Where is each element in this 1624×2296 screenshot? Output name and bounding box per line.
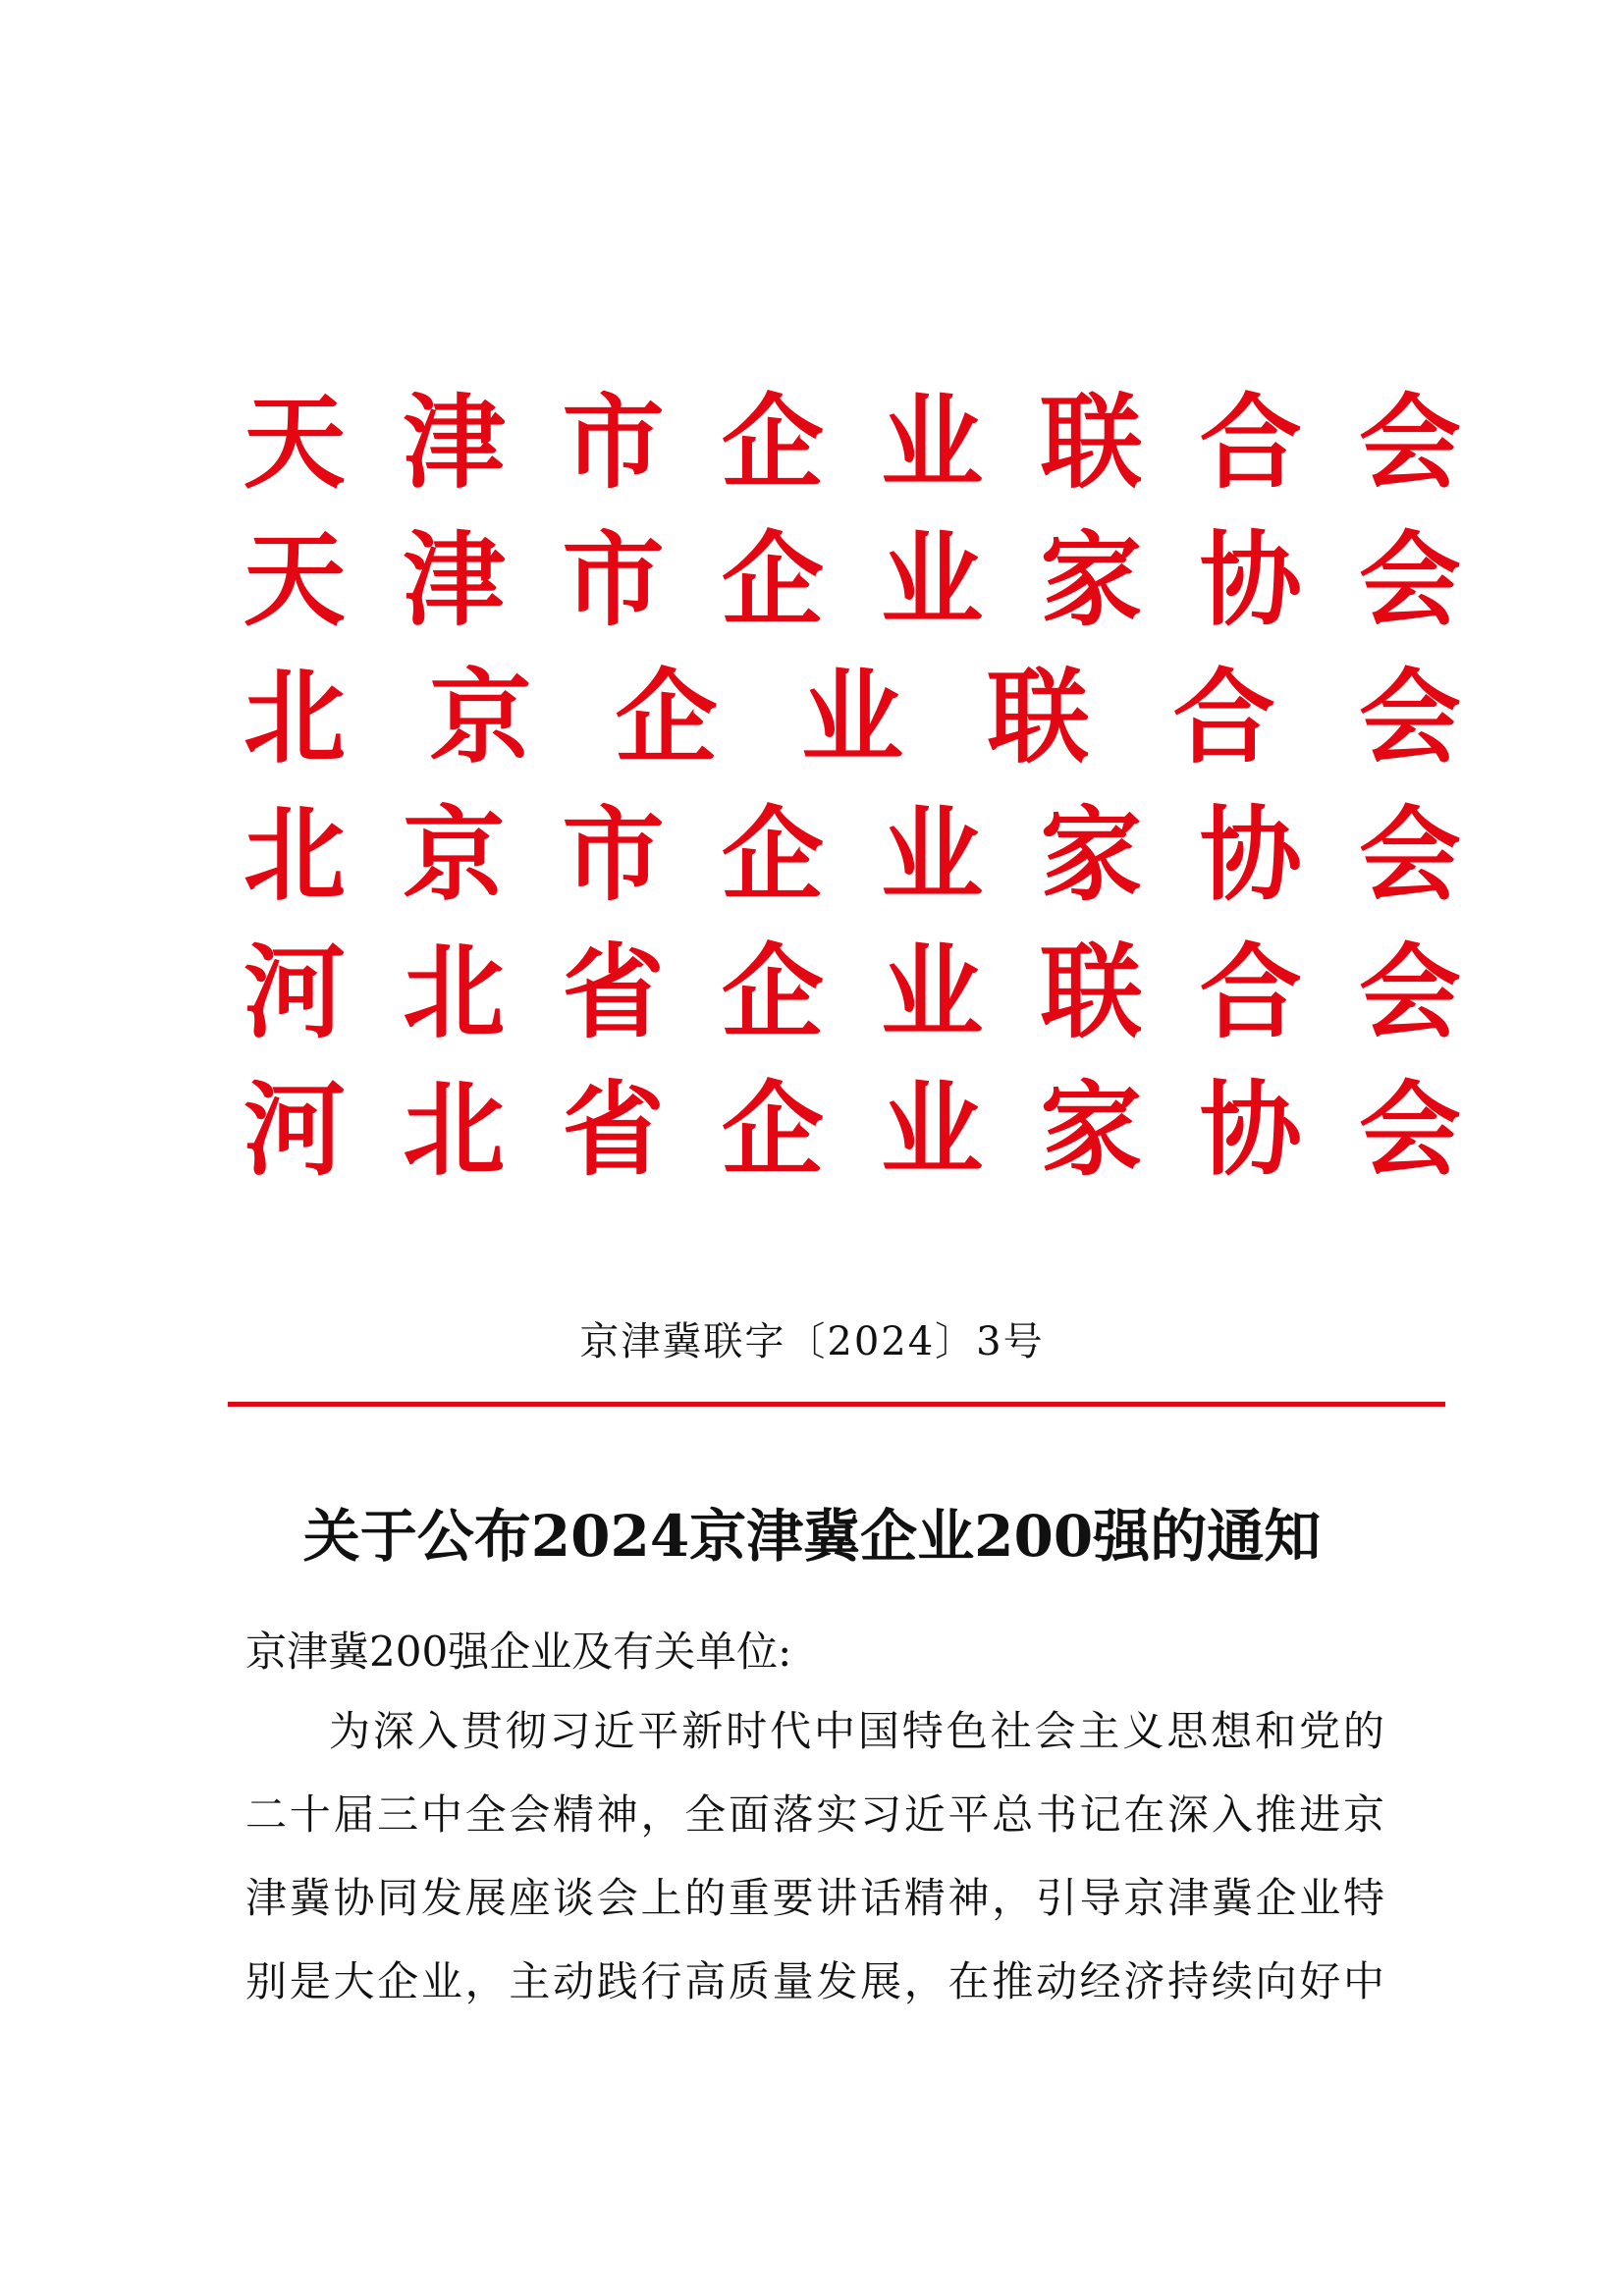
org-name-char: 业 xyxy=(800,657,903,777)
org-name-char: 企 xyxy=(615,657,718,777)
org-name-char: 家 xyxy=(1040,1069,1143,1190)
org-name-char: 北 xyxy=(403,932,506,1052)
body-char: 中 xyxy=(420,1790,462,1839)
body-char: 动 xyxy=(1035,1957,1077,2005)
body-char: 想 xyxy=(1211,1707,1253,1755)
body-char: 讲 xyxy=(816,1874,858,1922)
org-name-char: 企 xyxy=(721,932,824,1052)
org-name-char: 市 xyxy=(562,519,665,640)
org-name-char: 会 xyxy=(1358,1069,1461,1190)
body-char: 业 xyxy=(420,1957,462,2005)
body-char: 深 xyxy=(372,1707,414,1755)
body-char: 为 xyxy=(329,1707,371,1755)
org-name-char: 联 xyxy=(1040,932,1143,1052)
body-char: 发 xyxy=(816,1957,858,2005)
body-char: 精 xyxy=(903,1874,946,1922)
org-name-char: 企 xyxy=(721,382,824,503)
org-name-line xyxy=(244,1069,1461,1190)
body-char: 中 xyxy=(813,1707,855,1755)
org-name-char: 会 xyxy=(1358,519,1461,640)
body-char: 面 xyxy=(728,1790,770,1839)
org-name-char: 联 xyxy=(1040,382,1143,503)
body-char: 企 xyxy=(1255,1874,1297,1922)
org-name-char: 天 xyxy=(244,382,347,503)
body-char: 的 xyxy=(1342,1707,1384,1755)
body-char: ， xyxy=(464,1957,507,2005)
body-char: 重 xyxy=(728,1874,770,1922)
body-char: 国 xyxy=(857,1707,899,1755)
org-name-line xyxy=(244,934,1461,1050)
body-char: 企 xyxy=(377,1957,419,2005)
body-char: 谈 xyxy=(553,1874,595,1922)
body-char: 三 xyxy=(377,1790,419,1839)
body-char: 是 xyxy=(289,1957,331,2005)
org-name-line xyxy=(244,657,1461,777)
org-name-char: 联 xyxy=(987,657,1090,777)
org-name-char: 合 xyxy=(1199,932,1302,1052)
body-char: 代 xyxy=(770,1707,812,1755)
org-name-char: 天 xyxy=(244,519,347,640)
org-name-char: 会 xyxy=(1358,932,1461,1052)
org-name-char: 会 xyxy=(1358,382,1461,503)
document-number: 京津冀联字〔2024〕3号 xyxy=(579,1319,1045,1364)
body-char: 义 xyxy=(1122,1707,1164,1755)
body-char: 近 xyxy=(593,1707,635,1755)
body-char: 同 xyxy=(377,1874,419,1922)
org-name-char: 协 xyxy=(1199,519,1302,640)
body-line xyxy=(245,1949,1384,2009)
body-char: 平 xyxy=(637,1707,679,1755)
body-char: 新 xyxy=(681,1707,724,1755)
body-char: 深 xyxy=(1167,1790,1210,1839)
org-name-char: 北 xyxy=(403,1069,506,1190)
org-name-char: 津 xyxy=(403,382,506,503)
body-char: 进 xyxy=(1299,1790,1341,1839)
body-char: ， xyxy=(640,1790,682,1839)
body-char: 实 xyxy=(816,1790,858,1839)
body-char: 二 xyxy=(245,1790,288,1839)
org-name-char: 协 xyxy=(1199,794,1302,915)
org-name-char: 业 xyxy=(881,519,984,640)
body-char: 入 xyxy=(416,1707,459,1755)
body-char: 社 xyxy=(990,1707,1032,1755)
body-char: 届 xyxy=(333,1790,375,1839)
body-char: 业 xyxy=(1299,1874,1341,1922)
body-char: 的 xyxy=(684,1874,727,1922)
body-char: 持 xyxy=(1167,1957,1210,2005)
org-name-char: 合 xyxy=(1172,657,1275,777)
body-char: ， xyxy=(903,1957,946,2005)
body-char: ， xyxy=(992,1874,1034,1922)
body-char: 引 xyxy=(1035,1874,1077,1922)
body-char: 十 xyxy=(289,1790,331,1839)
body-char: 特 xyxy=(901,1707,944,1755)
body-char: 展 xyxy=(464,1874,507,1922)
body-char: 会 xyxy=(1034,1707,1076,1755)
org-name-char: 协 xyxy=(1199,1069,1302,1190)
org-name-line xyxy=(244,794,1461,915)
body-char: 济 xyxy=(1123,1957,1165,2005)
body-char: 上 xyxy=(640,1874,682,1922)
body-char: 动 xyxy=(553,1957,595,2005)
org-name-char: 河 xyxy=(244,1069,347,1190)
body-char: 书 xyxy=(1035,1790,1077,1839)
body-char: 冀 xyxy=(1211,1874,1253,1922)
body-char: 质 xyxy=(728,1957,770,2005)
body-char: 会 xyxy=(509,1790,551,1839)
body-char: 全 xyxy=(684,1790,727,1839)
org-name-char: 业 xyxy=(881,382,984,503)
red-divider xyxy=(228,1402,1445,1407)
body-char: 总 xyxy=(992,1790,1034,1839)
org-name-char: 北 xyxy=(244,794,347,915)
org-name-char: 企 xyxy=(721,794,824,915)
body-char: 好 xyxy=(1299,1957,1341,2005)
body-char: 神 xyxy=(947,1874,990,1922)
org-name-char: 津 xyxy=(403,519,506,640)
body-char: 记 xyxy=(1079,1790,1121,1839)
org-name-char: 市 xyxy=(562,794,665,915)
document-title: 关于公布2024京津冀企业200强的通知 xyxy=(302,1503,1322,1570)
body-char: 精 xyxy=(553,1790,595,1839)
org-name-char: 家 xyxy=(1040,519,1143,640)
body-char: 京 xyxy=(1342,1790,1384,1839)
body-char: 座 xyxy=(509,1874,551,1922)
org-name-char: 合 xyxy=(1199,382,1302,503)
body-char: 特 xyxy=(1342,1874,1384,1922)
org-name-char: 京 xyxy=(429,657,532,777)
body-char: 要 xyxy=(772,1874,814,1922)
body-char: 推 xyxy=(992,1957,1034,2005)
body-char: 津 xyxy=(1167,1874,1210,1922)
org-name-char: 河 xyxy=(244,932,347,1052)
body-char: 和 xyxy=(1255,1707,1297,1755)
body-char: 续 xyxy=(1211,1957,1253,2005)
body-char: 近 xyxy=(903,1790,946,1839)
body-char: 彻 xyxy=(505,1707,547,1755)
body-char: 话 xyxy=(860,1874,902,1922)
body-char: 中 xyxy=(1342,1957,1384,2005)
body-char: 思 xyxy=(1166,1707,1209,1755)
body-line xyxy=(245,1865,1384,1926)
body-char: 别 xyxy=(245,1957,288,2005)
body-line xyxy=(245,1782,1384,1842)
org-name-char: 家 xyxy=(1040,794,1143,915)
body-char: 大 xyxy=(333,1957,375,2005)
body-char: 在 xyxy=(1123,1790,1165,1839)
body-char: 高 xyxy=(684,1957,727,2005)
body-char: 党 xyxy=(1298,1707,1340,1755)
org-name-char: 省 xyxy=(562,1069,665,1190)
body-char: 推 xyxy=(1255,1790,1297,1839)
body-char: 展 xyxy=(860,1957,902,2005)
org-name-line xyxy=(244,519,1461,640)
body-char: 平 xyxy=(947,1790,990,1839)
body-char: 主 xyxy=(1078,1707,1120,1755)
body-char: 贯 xyxy=(460,1707,503,1755)
org-name-char: 业 xyxy=(881,794,984,915)
org-name-char: 北 xyxy=(244,657,347,777)
body-char: 神 xyxy=(596,1790,638,1839)
body-char: 行 xyxy=(640,1957,682,2005)
org-name-line xyxy=(244,382,1461,503)
org-name-char: 企 xyxy=(721,1069,824,1190)
salutation: 京津冀200强企业及有关单位: xyxy=(245,1628,792,1676)
org-name-char: 会 xyxy=(1358,657,1461,777)
body-line xyxy=(329,1698,1384,1759)
body-char: 色 xyxy=(946,1707,988,1755)
body-char: 向 xyxy=(1255,1957,1297,2005)
body-char: 导 xyxy=(1079,1874,1121,1922)
body-char: 发 xyxy=(420,1874,462,1922)
org-name-char: 业 xyxy=(881,932,984,1052)
body-char: 习 xyxy=(860,1790,902,1839)
org-name-char: 业 xyxy=(881,1069,984,1190)
body-char: 全 xyxy=(464,1790,507,1839)
org-name-char: 京 xyxy=(403,794,506,915)
body-char: 主 xyxy=(509,1957,551,2005)
body-char: 入 xyxy=(1211,1790,1253,1839)
org-name-char: 省 xyxy=(562,932,665,1052)
org-name-char: 市 xyxy=(562,382,665,503)
body-char: 在 xyxy=(947,1957,990,2005)
body-char: 落 xyxy=(772,1790,814,1839)
body-char: 量 xyxy=(772,1957,814,2005)
body-char: 会 xyxy=(596,1874,638,1922)
body-char: 经 xyxy=(1079,1957,1121,2005)
body-char: 冀 xyxy=(289,1874,331,1922)
body-char: 津 xyxy=(245,1874,288,1922)
org-name-char: 会 xyxy=(1358,794,1461,915)
body-char: 践 xyxy=(596,1957,638,2005)
body-char: 京 xyxy=(1123,1874,1165,1922)
body-char: 时 xyxy=(726,1707,768,1755)
body-char: 习 xyxy=(549,1707,591,1755)
body-char: 协 xyxy=(333,1874,375,1922)
org-name-char: 企 xyxy=(721,519,824,640)
